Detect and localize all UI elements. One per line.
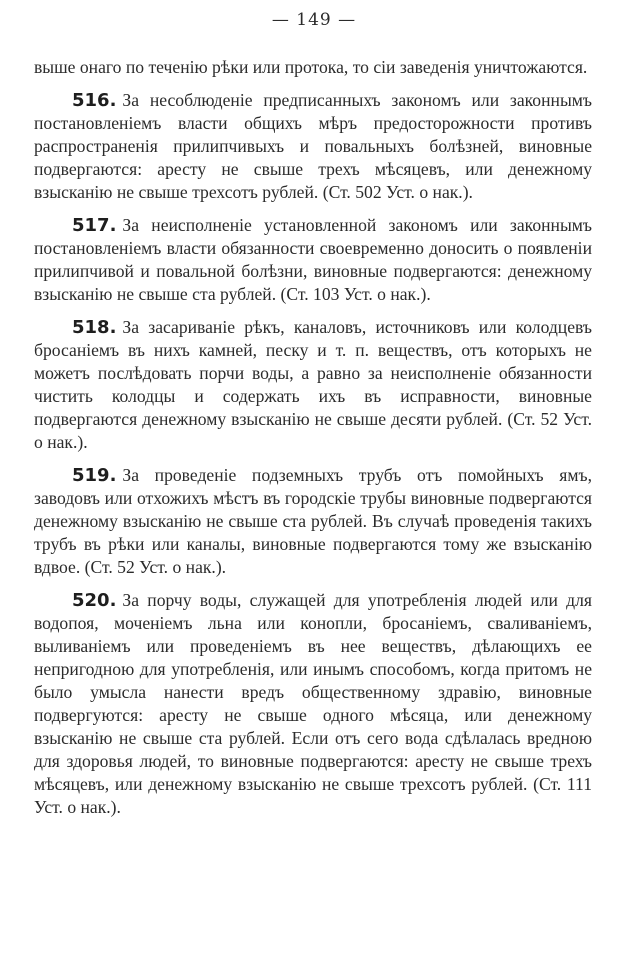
article-number: 519.	[72, 465, 117, 486]
article-516	[34, 89, 592, 204]
article-text: За неисполненіе установленной закономъ или законнымъ постановленіемъ власти обязанности своевременно доносить о появленіи прилипчивой и повальной болѣзни, виновные подвергаются: денежному взысканію не свыше ста рублей. (Ст. 103 Уст. о нак.).	[34, 215, 592, 304]
article-text: За порчу воды, служащей для употребленія людей или для водопоя, моченіемъ льна или конопли, бросаніемъ, сваливаніемъ, выливаніемъ или проведеніемъ въ нее веществъ, дѣлающихъ ее непригодною для употребленія, или инымъ способомъ, когда притомъ не было умысла нанести вредъ общественному здравію, виновные подвергуются: аресту не свыше одного мѣсяца, или денежному взысканію не свыше ста рублей. Если отъ сего вода сдѣлалась вредною для здоровья людей, то виновные подвергаются: аресту не свыше трехъ мѣсяцевъ, или денежному взысканію не свыше трехсотъ рублей. (Ст. 111 Уст. о нак.).	[34, 590, 592, 817]
article-text: За проведеніе подземныхъ трубъ отъ помойныхъ ямъ, заводовъ или отхожихъ мѣстъ въ городскіе трубы виновные подвергаются денежному взысканію не свыше ста рублей. Въ случаѣ проведенія такихъ трубъ въ рѣки или каналы, виновные подвергаются тому же взысканію вдвое. (Ст. 52 Уст. о нак.).	[34, 465, 592, 577]
article-518	[34, 316, 592, 454]
article-text: За засариваніе рѣкъ, каналовъ, источниковъ или колодцевъ бросаніемъ въ нихъ камней, песку и т. п. веществъ, отъ которыхъ не можетъ послѣдовать порчи воды, а равно за неисполненіе обязанности чистить колодцы и содержать ихъ въ исправности, виновные подвергаются денежному взысканію не свыше десяти рублей. (Ст. 52 Уст. о нак.).	[34, 317, 592, 452]
continuation-paragraph: выше онаго по теченію рѣки или протока, то сіи заведенія уничтожаются.	[34, 57, 588, 77]
article-text: За несоблюденіе предписанныхъ закономъ или законнымъ постановленіемъ власти общихъ мѣръ предосторожности противъ распространенія прилипчивыхъ и повальныхъ болѣзней, виновные подвергаются: аресту не свыше трехъ мѣсяцевъ, или денежному взысканію не свыше трехсотъ рублей. (Ст. 502 Уст. о нак.).	[34, 90, 592, 202]
article-519	[34, 464, 592, 579]
page-body	[34, 56, 592, 819]
page-number: — 149 —	[271, 10, 357, 30]
article-517	[34, 214, 592, 306]
article-number: 517.	[72, 215, 117, 236]
article-number: 518.	[72, 317, 117, 338]
article-number: 520.	[72, 590, 117, 611]
article-520	[34, 589, 592, 819]
article-number: 516.	[72, 90, 117, 111]
